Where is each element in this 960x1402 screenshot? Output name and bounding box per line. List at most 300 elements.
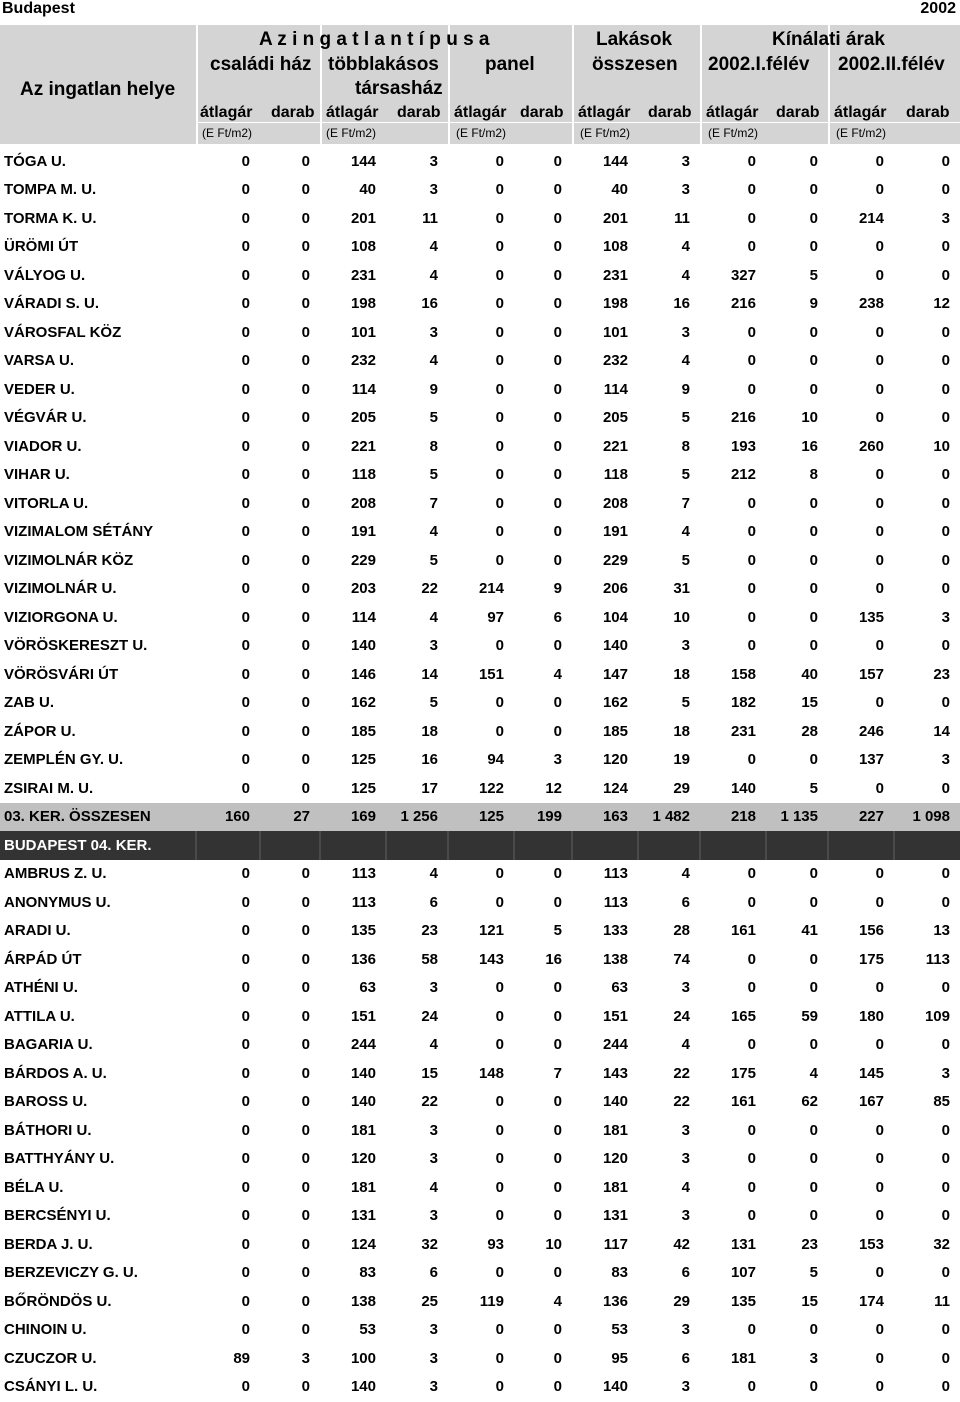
avg-price-cell bbox=[196, 831, 260, 860]
avg-price-cell: 185 bbox=[350, 722, 376, 740]
count-cell: 4 bbox=[429, 608, 438, 626]
avg-price-cell: 0 bbox=[495, 437, 504, 455]
avg-price-cell bbox=[700, 831, 766, 860]
table-row bbox=[0, 945, 960, 974]
avg-price-cell: 140 bbox=[602, 637, 628, 655]
location-header: Az ingatlan helye bbox=[20, 79, 176, 100]
avg-price-cell: 0 bbox=[875, 865, 884, 883]
count-cell: 3 bbox=[681, 323, 690, 341]
avg-price-cell: 185 bbox=[602, 722, 628, 740]
count-cell: 0 bbox=[941, 1121, 950, 1139]
count-cell: 0 bbox=[809, 1178, 818, 1196]
count-cell: 8 bbox=[429, 437, 438, 455]
avg-price-cell: 0 bbox=[241, 665, 250, 683]
avg-price-cell: 53 bbox=[611, 1321, 628, 1339]
table-row bbox=[0, 1116, 960, 1145]
avg-price-cell: 131 bbox=[602, 1207, 628, 1225]
avg-price-cell: 95 bbox=[611, 1349, 628, 1367]
avg-price-cell: 0 bbox=[241, 181, 250, 199]
avg-price-cell: 0 bbox=[747, 637, 756, 655]
count-cell: 4 bbox=[681, 865, 690, 883]
count-cell: 24 bbox=[421, 1007, 438, 1025]
count-cell: 5 bbox=[681, 409, 690, 427]
street-name: CSÁNYI L. U. bbox=[4, 1378, 98, 1396]
avg-price-cell: 0 bbox=[241, 1150, 250, 1168]
count-cell: 0 bbox=[941, 494, 950, 512]
count-cell: 0 bbox=[809, 637, 818, 655]
avg-price-cell: 162 bbox=[350, 694, 376, 712]
avg-price-cell: 201 bbox=[602, 209, 628, 227]
avg-price-cell: 0 bbox=[495, 523, 504, 541]
avg-price-cell: 163 bbox=[572, 803, 638, 832]
count-cell: 3 bbox=[429, 152, 438, 170]
count-cell: 16 bbox=[421, 751, 438, 769]
avg-price-cell: 108 bbox=[602, 238, 628, 256]
count-cell: 3 bbox=[301, 1349, 310, 1367]
count-cell: 0 bbox=[553, 1093, 562, 1111]
count-cell: 0 bbox=[553, 1321, 562, 1339]
count-cell: 0 bbox=[301, 1178, 310, 1196]
avg-price-cell: 113 bbox=[603, 893, 628, 911]
avg-price-cell: 203 bbox=[350, 580, 376, 598]
avg-price-cell: 0 bbox=[747, 551, 756, 569]
count-cell: 0 bbox=[941, 181, 950, 199]
street-name: BAGARIA U. bbox=[4, 1036, 93, 1054]
count-cell: 25 bbox=[421, 1292, 438, 1310]
avg-price-cell: 181 bbox=[602, 1178, 628, 1196]
half1-header: 2002.I.félév bbox=[708, 54, 810, 75]
avg-price-cell: 181 bbox=[730, 1349, 756, 1367]
street-name: TOMPA M. U. bbox=[4, 181, 97, 199]
avg-price-cell: 0 bbox=[747, 352, 756, 370]
count-cell: 0 bbox=[809, 1378, 818, 1396]
avg-price-cell: 114 bbox=[603, 380, 628, 398]
avg-price-cell: 0 bbox=[241, 1178, 250, 1196]
avg-price-cell: 119 bbox=[479, 1292, 504, 1310]
count-cell: 11 bbox=[674, 209, 690, 227]
count-cell: 0 bbox=[941, 694, 950, 712]
table-row bbox=[0, 233, 960, 262]
avg-price-cell: 175 bbox=[730, 1064, 756, 1082]
count-cell: 22 bbox=[421, 1093, 438, 1111]
avg-price-cell: 0 bbox=[241, 1292, 250, 1310]
street-name: VÉGVÁR U. bbox=[4, 409, 87, 427]
count-cell: 1 098 bbox=[894, 803, 960, 832]
avg-price-cell: 0 bbox=[747, 1321, 756, 1339]
count-cell: 0 bbox=[941, 409, 950, 427]
avg-header: átlagár bbox=[326, 104, 379, 121]
avg-price-cell: 206 bbox=[602, 580, 628, 598]
count-cell: 4 bbox=[553, 1292, 562, 1310]
count-cell: 0 bbox=[553, 494, 562, 512]
avg-price-cell: 0 bbox=[241, 1321, 250, 1339]
count-cell: 1 135 bbox=[766, 803, 828, 832]
table-row bbox=[0, 746, 960, 775]
count-cell: 4 bbox=[429, 266, 438, 284]
count-cell: 5 bbox=[809, 1264, 818, 1282]
count-cell: 3 bbox=[809, 1349, 818, 1367]
count-cell: 5 bbox=[809, 266, 818, 284]
count-cell: 0 bbox=[809, 494, 818, 512]
avg-price-cell: 0 bbox=[875, 523, 884, 541]
street-name: VITORLA U. bbox=[4, 494, 89, 512]
count-cell: 0 bbox=[553, 295, 562, 313]
multi-unit-header-line2: társasház bbox=[355, 78, 443, 99]
count-cell: 0 bbox=[553, 209, 562, 227]
avg-price-cell: 0 bbox=[241, 494, 250, 512]
price-table bbox=[0, 147, 960, 1401]
count-cell: 0 bbox=[941, 1321, 950, 1339]
count-cell bbox=[638, 831, 700, 860]
count-cell bbox=[766, 831, 828, 860]
avg-price-cell: 227 bbox=[828, 803, 894, 832]
avg-price-cell: 161 bbox=[730, 1093, 756, 1111]
avg-price-cell: 137 bbox=[858, 751, 884, 769]
table-row bbox=[0, 1259, 960, 1288]
count-cell: 23 bbox=[801, 1235, 818, 1253]
avg-price-cell: 0 bbox=[875, 181, 884, 199]
avg-price-cell: 0 bbox=[875, 1150, 884, 1168]
count-cell: 0 bbox=[553, 1207, 562, 1225]
avg-price-cell: 53 bbox=[359, 1321, 376, 1339]
street-name: BŐRÖNDÖS U. bbox=[4, 1292, 112, 1310]
avg-price-cell: 216 bbox=[730, 409, 756, 427]
avg-price-cell: 108 bbox=[350, 238, 376, 256]
avg-price-cell: 0 bbox=[875, 637, 884, 655]
count-cell: 4 bbox=[429, 523, 438, 541]
count-cell: 0 bbox=[553, 409, 562, 427]
count-cell: 0 bbox=[809, 1321, 818, 1339]
street-name: VARSA U. bbox=[4, 352, 75, 370]
avg-price-cell: 125 bbox=[350, 779, 376, 797]
count-cell: 4 bbox=[681, 266, 690, 284]
avg-price-cell: 158 bbox=[730, 665, 756, 683]
count-cell: 0 bbox=[553, 238, 562, 256]
avg-price-cell: 0 bbox=[495, 380, 504, 398]
avg-price-cell: 180 bbox=[858, 1007, 884, 1025]
avg-price-cell: 0 bbox=[747, 380, 756, 398]
avg-price-cell: 191 bbox=[350, 523, 376, 541]
count-cell: 8 bbox=[681, 437, 690, 455]
avg-price-cell: 0 bbox=[241, 238, 250, 256]
avg-price-cell: 229 bbox=[602, 551, 628, 569]
count-cell: 4 bbox=[681, 238, 690, 256]
count-cell: 0 bbox=[941, 352, 950, 370]
avg-price-cell: 0 bbox=[241, 1121, 250, 1139]
avg-price-cell: 0 bbox=[495, 1264, 504, 1282]
avg-price-cell: 140 bbox=[350, 637, 376, 655]
table-row bbox=[0, 917, 960, 946]
count-cell: 15 bbox=[801, 694, 818, 712]
total-header: Lakások bbox=[596, 29, 673, 50]
avg-price-cell: 124 bbox=[602, 779, 628, 797]
property-type-header: A z i n g a t l a n t í p u s a bbox=[259, 29, 490, 50]
count-cell: 10 bbox=[545, 1235, 562, 1253]
count-cell: 15 bbox=[801, 1292, 818, 1310]
count-cell: 0 bbox=[809, 608, 818, 626]
count-cell: 3 bbox=[941, 209, 950, 227]
avg-price-cell: 244 bbox=[350, 1036, 376, 1054]
avg-price-cell: 120 bbox=[350, 1150, 376, 1168]
avg-price-cell: 205 bbox=[602, 409, 628, 427]
avg-price-cell: 162 bbox=[602, 694, 628, 712]
count-cell: 0 bbox=[941, 865, 950, 883]
avg-price-cell: 94 bbox=[487, 751, 504, 769]
avg-price-cell: 214 bbox=[478, 580, 504, 598]
avg-price-cell: 118 bbox=[603, 466, 628, 484]
avg-price-cell: 0 bbox=[747, 1150, 756, 1168]
count-cell: 0 bbox=[301, 1150, 310, 1168]
table-row bbox=[0, 546, 960, 575]
count-cell: 10 bbox=[933, 437, 950, 455]
table-row bbox=[0, 261, 960, 290]
avg-price-cell: 0 bbox=[241, 466, 250, 484]
count-cell: 0 bbox=[941, 1264, 950, 1282]
avg-price-cell: 0 bbox=[875, 266, 884, 284]
count-cell: 113 bbox=[925, 950, 950, 968]
avg-price-cell: 140 bbox=[350, 1378, 376, 1396]
avg-price-cell: 0 bbox=[747, 323, 756, 341]
count-cell: 6 bbox=[429, 893, 438, 911]
street-name: 03. KER. ÖSSZESEN bbox=[0, 803, 196, 832]
count-cell: 0 bbox=[301, 950, 310, 968]
year-label: 2002 bbox=[920, 0, 956, 17]
count-cell: 29 bbox=[673, 779, 690, 797]
count-cell: 3 bbox=[429, 1378, 438, 1396]
avg-price-cell: 107 bbox=[730, 1264, 756, 1282]
street-name: ZÁPOR U. bbox=[4, 722, 76, 740]
avg-price-cell: 40 bbox=[611, 181, 628, 199]
avg-price-cell: 0 bbox=[241, 722, 250, 740]
table-row bbox=[0, 717, 960, 746]
avg-price-cell: 0 bbox=[241, 437, 250, 455]
avg-price-cell: 231 bbox=[730, 722, 756, 740]
count-cell: 6 bbox=[681, 1349, 690, 1367]
count-cell bbox=[514, 831, 572, 860]
avg-price-cell: 0 bbox=[747, 608, 756, 626]
count-cell: 0 bbox=[809, 238, 818, 256]
avg-price-cell: 0 bbox=[875, 1378, 884, 1396]
count-cell: 0 bbox=[553, 865, 562, 883]
avg-price-cell: 216 bbox=[730, 295, 756, 313]
avg-price-cell: 174 bbox=[858, 1292, 884, 1310]
avg-price-cell: 144 bbox=[602, 152, 628, 170]
avg-price-cell: 201 bbox=[350, 209, 376, 227]
count-cell: 0 bbox=[809, 181, 818, 199]
table-row bbox=[0, 375, 960, 404]
count-cell: 9 bbox=[681, 380, 690, 398]
avg-price-cell: 83 bbox=[359, 1264, 376, 1282]
count-cell: 0 bbox=[941, 152, 950, 170]
street-name: CHINOIN U. bbox=[4, 1321, 87, 1339]
avg-price-cell: 157 bbox=[858, 665, 884, 683]
avg-price-cell bbox=[448, 831, 514, 860]
avg-price-cell: 0 bbox=[875, 551, 884, 569]
avg-price-cell: 0 bbox=[241, 1036, 250, 1054]
avg-price-cell: 101 bbox=[350, 323, 376, 341]
count-cell: 0 bbox=[301, 437, 310, 455]
table-row bbox=[0, 1230, 960, 1259]
avg-price-cell: 0 bbox=[747, 893, 756, 911]
street-name: VIZIMOLNÁR KÖZ bbox=[4, 551, 134, 569]
count-cell: 14 bbox=[421, 665, 438, 683]
count-cell: 0 bbox=[941, 637, 950, 655]
count-cell: 28 bbox=[801, 722, 818, 740]
avg-price-cell: 0 bbox=[241, 694, 250, 712]
count-cell: 0 bbox=[941, 1150, 950, 1168]
count-cell: 8 bbox=[809, 466, 818, 484]
avg-price-cell: 148 bbox=[478, 1064, 504, 1082]
avg-price-cell: 0 bbox=[747, 152, 756, 170]
street-name: VÁLYOG U. bbox=[4, 266, 86, 284]
count-cell: 27 bbox=[260, 803, 320, 832]
count-cell: 17 bbox=[421, 779, 438, 797]
count-cell: 0 bbox=[301, 751, 310, 769]
avg-price-cell: 0 bbox=[241, 1207, 250, 1225]
total-header-line2: összesen bbox=[592, 54, 678, 75]
top-bar bbox=[0, 0, 960, 20]
count-cell: 6 bbox=[429, 1264, 438, 1282]
avg-price-cell: 0 bbox=[495, 1321, 504, 1339]
count-cell: 6 bbox=[681, 893, 690, 911]
avg-price-cell: 0 bbox=[495, 893, 504, 911]
avg-price-cell: 246 bbox=[858, 722, 884, 740]
avg-price-cell: 104 bbox=[602, 608, 628, 626]
avg-price-cell: 0 bbox=[241, 380, 250, 398]
street-name: BATTHYÁNY U. bbox=[4, 1150, 115, 1168]
count-cell: 0 bbox=[553, 722, 562, 740]
count-cell: 0 bbox=[941, 323, 950, 341]
avg-price-cell: 260 bbox=[858, 437, 884, 455]
count-cell: 0 bbox=[301, 352, 310, 370]
avg-price-cell: 0 bbox=[241, 1235, 250, 1253]
table-row bbox=[0, 888, 960, 917]
count-cell: 0 bbox=[301, 380, 310, 398]
count-cell: 0 bbox=[301, 779, 310, 797]
avg-price-cell: 138 bbox=[350, 1292, 376, 1310]
street-name: ZSIRAI M. U. bbox=[4, 779, 94, 797]
avg-price-cell: 0 bbox=[241, 523, 250, 541]
avg-price-cell: 0 bbox=[875, 1207, 884, 1225]
count-cell: 13 bbox=[933, 922, 950, 940]
count-cell: 0 bbox=[553, 380, 562, 398]
count-cell: 5 bbox=[681, 551, 690, 569]
count-cell: 0 bbox=[301, 865, 310, 883]
street-name: ATHÉNI U. bbox=[4, 979, 78, 997]
count-cell: 6 bbox=[681, 1264, 690, 1282]
avg-price-cell: 0 bbox=[495, 352, 504, 370]
count-cell: 0 bbox=[941, 238, 950, 256]
count-cell: 85 bbox=[933, 1093, 950, 1111]
avg-price-cell: 147 bbox=[602, 665, 628, 683]
count-cell: 0 bbox=[553, 1007, 562, 1025]
avg-price-cell: 244 bbox=[602, 1036, 628, 1054]
avg-price-cell: 144 bbox=[350, 152, 376, 170]
multi-unit-header: többlakásos bbox=[328, 54, 439, 75]
count-cell: 42 bbox=[673, 1235, 690, 1253]
table-row bbox=[0, 689, 960, 718]
avg-header: átlagár bbox=[706, 104, 759, 121]
table-row bbox=[0, 632, 960, 661]
avg-price-cell: 0 bbox=[747, 865, 756, 883]
avg-price-cell: 0 bbox=[875, 466, 884, 484]
count-cell: 10 bbox=[801, 409, 818, 427]
avg-price-cell: 0 bbox=[495, 295, 504, 313]
street-name: VIZIMALOM SÉTÁNY bbox=[4, 523, 154, 541]
count-cell: 31 bbox=[673, 580, 690, 598]
unit-label: (E Ft/m2) bbox=[580, 126, 630, 140]
count-header: darab bbox=[776, 104, 820, 121]
count-cell: 0 bbox=[301, 922, 310, 940]
avg-price-cell: 0 bbox=[495, 466, 504, 484]
count-cell: 23 bbox=[933, 665, 950, 683]
avg-price-cell: 0 bbox=[875, 1321, 884, 1339]
avg-price-cell: 0 bbox=[241, 1093, 250, 1111]
count-cell: 32 bbox=[933, 1235, 950, 1253]
avg-price-cell: 0 bbox=[747, 1378, 756, 1396]
count-cell: 3 bbox=[681, 979, 690, 997]
count-cell: 4 bbox=[429, 1178, 438, 1196]
count-cell: 0 bbox=[941, 779, 950, 797]
count-cell: 0 bbox=[809, 209, 818, 227]
avg-price-cell: 114 bbox=[351, 380, 376, 398]
count-cell: 0 bbox=[809, 551, 818, 569]
count-cell: 0 bbox=[553, 181, 562, 199]
avg-price-cell: 0 bbox=[241, 1264, 250, 1282]
street-name: VÖRÖSVÁRI ÚT bbox=[4, 665, 119, 683]
unit-label: (E Ft/m2) bbox=[708, 126, 758, 140]
count-cell: 3 bbox=[681, 637, 690, 655]
avg-price-cell: 124 bbox=[350, 1235, 376, 1253]
count-cell: 5 bbox=[553, 922, 562, 940]
avg-price-cell: 145 bbox=[858, 1064, 884, 1082]
street-name: VIZIORGONA U. bbox=[4, 608, 118, 626]
avg-price-cell: 0 bbox=[495, 266, 504, 284]
street-name: ÁRPÁD ÚT bbox=[4, 950, 82, 968]
avg-price-cell: 193 bbox=[730, 437, 756, 455]
count-cell: 0 bbox=[301, 1321, 310, 1339]
count-header: darab bbox=[520, 104, 564, 121]
count-cell: 0 bbox=[941, 979, 950, 997]
count-cell: 0 bbox=[301, 694, 310, 712]
table-row bbox=[0, 290, 960, 319]
avg-price-cell: 153 bbox=[858, 1235, 884, 1253]
avg-price-cell: 0 bbox=[747, 238, 756, 256]
count-cell: 0 bbox=[301, 1036, 310, 1054]
table-row bbox=[0, 1031, 960, 1060]
avg-header: átlagár bbox=[578, 104, 631, 121]
avg-price-cell: 182 bbox=[730, 694, 756, 712]
avg-price-cell: 135 bbox=[730, 1292, 756, 1310]
avg-price-cell: 165 bbox=[730, 1007, 756, 1025]
count-cell: 4 bbox=[429, 1036, 438, 1054]
avg-price-cell: 140 bbox=[350, 1093, 376, 1111]
count-cell: 0 bbox=[809, 152, 818, 170]
avg-price-cell: 0 bbox=[875, 409, 884, 427]
avg-price-cell: 0 bbox=[495, 409, 504, 427]
count-cell: 4 bbox=[681, 352, 690, 370]
count-cell: 0 bbox=[809, 323, 818, 341]
avg-price-cell: 0 bbox=[241, 1064, 250, 1082]
count-cell: 5 bbox=[429, 409, 438, 427]
avg-price-cell: 125 bbox=[448, 803, 514, 832]
count-cell: 16 bbox=[421, 295, 438, 313]
avg-price-cell: 198 bbox=[602, 295, 628, 313]
count-cell: 3 bbox=[429, 1349, 438, 1367]
avg-price-cell bbox=[320, 831, 386, 860]
table-row bbox=[0, 1373, 960, 1402]
count-cell: 0 bbox=[809, 580, 818, 598]
